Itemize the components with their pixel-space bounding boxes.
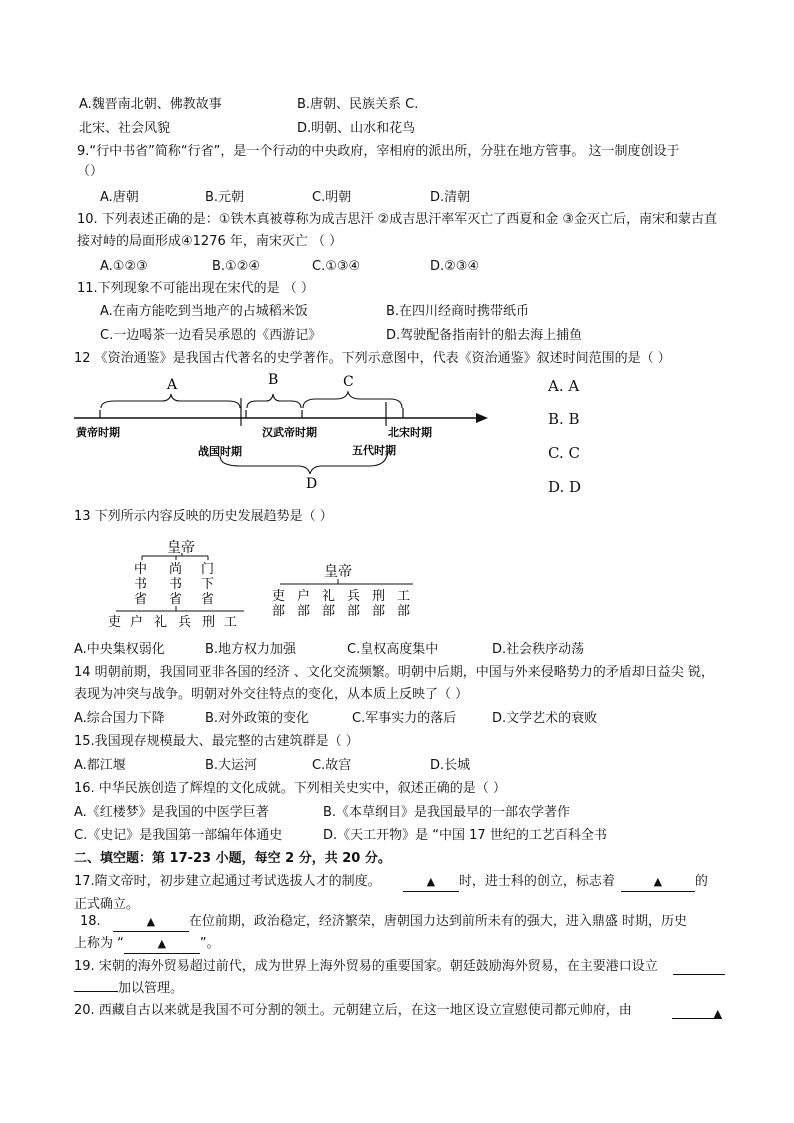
q12-option-d: D. D <box>548 478 582 496</box>
brace-label-c: C <box>343 374 354 390</box>
chart1-col3-r1: 门 <box>201 562 215 577</box>
q13-stem: 13 下列所示内容反映的历史发展趋势是（ ） <box>74 509 333 524</box>
q14-option-c: C.军事实力的落后 <box>352 711 457 726</box>
chart2-col6-r2: 部 <box>397 604 411 619</box>
q11-option-a: A.在南方能吃到当地产的占城稻米饭 <box>100 304 308 319</box>
q17-answer-mark-2: ▲ <box>653 875 663 888</box>
chart2-col4-r1: 兵 <box>347 589 361 604</box>
chart1-bottom-4: 兵 <box>178 615 192 630</box>
q13-option-b: B.地方权力加强 <box>205 642 297 657</box>
q18-blank-2[interactable] <box>124 935 200 954</box>
q9-paren: （） <box>77 164 104 179</box>
q18-line2 <box>74 935 220 954</box>
chart1-bottom-1: 吏 <box>108 615 122 630</box>
q10-option-b: B.①②④ <box>212 259 261 274</box>
q17-mid: 时，进士科的创立，标志着 <box>458 874 615 889</box>
q18-number: 18. <box>80 914 101 929</box>
q14-stem-line2: 表现为冲突与战争。明朝对外交往特点的变化，从本质上反映了（ ） <box>74 687 469 702</box>
era-hanwudi: 汉武帝时期 <box>262 426 317 439</box>
q17-tail: 的 <box>694 874 708 889</box>
chart2-col1-r2: 部 <box>272 604 286 619</box>
chart2-col3-r1: 礼 <box>322 589 336 604</box>
q15-option-d: D.长城 <box>430 758 471 773</box>
chart1-col2-r2: 书 <box>169 577 183 592</box>
q10-option-c: C.①③④ <box>312 259 361 274</box>
q14-option-b: B.对外政策的变化 <box>205 711 310 726</box>
three-departments-chart <box>104 538 254 630</box>
chart2-col6-r1: 工 <box>397 589 411 604</box>
era-huangdi: 黄帝时期 <box>76 426 120 439</box>
chart1-col1-r3: 省 <box>134 592 148 607</box>
q8-option-c: 北宋、社会风貌 <box>79 121 171 136</box>
q8-option-d: D.明朝、山水和花鸟 <box>297 121 416 136</box>
q17-stem: 17.隋文帝时，初步建立起通过考试选拔人才的制度。 <box>74 874 381 889</box>
chart1-col2-r1: 尚 <box>169 562 183 577</box>
q11-option-c: C.一边喝茶一边看吴承恩的《西游记》 <box>100 328 322 343</box>
chart1-bottom-2: 户 <box>130 615 144 630</box>
q20-blank[interactable] <box>672 1002 722 1019</box>
q15-option-c: C.故宫 <box>312 758 352 773</box>
q19-blank[interactable] <box>673 958 725 975</box>
q15-option-a: A.都江堰 <box>74 758 126 773</box>
q13-option-a: A.中央集权弱化 <box>74 642 165 657</box>
q9-option-c: C.明朝 <box>312 190 352 205</box>
q15-option-b: B.大运河 <box>205 758 258 773</box>
q13-option-d: D.社会秩序动荡 <box>492 642 585 657</box>
q10-option-d: D.②③④ <box>430 259 480 274</box>
era-beisong: 北宋时期 <box>388 426 432 439</box>
q12-option-b: B. B <box>548 410 580 428</box>
chart2-col5-r2: 部 <box>372 604 386 619</box>
q17-blank-1[interactable] <box>403 873 459 892</box>
chart1-bottom-3: 礼 <box>154 615 168 630</box>
q10-stem-line2: 接对峙的局面形成④1276 年，南宋灭亡 （ ） <box>77 234 343 249</box>
q12-stem: 12 《资治通鉴》是我国古代著名的史学著作。下列示意图中，代表《资治通鉴》叙述时间范围的是（ ） <box>74 351 671 366</box>
chart1-bottom-5: 刑 <box>202 615 216 630</box>
q16-option-c: C.《史记》是我国第一部编年体通史 <box>74 828 283 843</box>
q9-option-a: A.唐朝 <box>100 190 139 205</box>
era-wudai: 五代时期 <box>352 444 396 457</box>
q18-rest: 在位前期，政治稳定，经济繁荣，唐朝国力达到前所未有的强大，进入鼎盛 时期，历史 <box>188 914 687 929</box>
chart2-col5-r1: 刑 <box>372 589 386 604</box>
q18-line1 <box>80 913 687 932</box>
q9-option-b: B.元朝 <box>205 190 245 205</box>
q19-blank-2[interactable] <box>74 991 118 992</box>
q18-answer-mark-2: ▲ <box>157 937 167 950</box>
q16-option-a: A.《红楼梦》是我国的中医学巨著 <box>74 805 269 820</box>
q11-option-d: D.驾驶配备指南针的船去海上捕鱼 <box>386 328 583 343</box>
timeline-diagram <box>70 368 500 496</box>
q17-answer-mark-1: ▲ <box>426 875 436 888</box>
chart2-col2-r1: 户 <box>297 589 311 604</box>
q16-option-d: D.《天工开物》是 “中国 17 世纪的工艺百科全书 <box>323 828 607 843</box>
q16-stem: 16. 中华民族创造了辉煌的文化成就。下列相关史实中，叙述正确的是（ ） <box>74 781 506 796</box>
brace-label-a: A <box>167 377 178 393</box>
q12-option-a: A. A <box>548 377 580 395</box>
q20-stem: 20. 西藏自古以来就是我国不可分割的领土。元朝建立后，在这一地区设立宣慰使司都元帅府，由 <box>74 1003 632 1018</box>
chart2-col1-r1: 吏 <box>272 589 286 604</box>
era-zhanguo: 战国时期 <box>198 445 242 458</box>
q14-option-a: A.综合国力下降 <box>74 711 165 726</box>
chart2-emperor: 皇帝 <box>324 564 352 580</box>
chart1-col1-r2: 书 <box>134 577 148 592</box>
q19-line2: 加以管理。 <box>118 981 184 996</box>
q19-stem: 19. 宋朝的海外贸易超过前代，成为世界上海外贸易的重要国家。朝廷鼓励海外贸易，在主要港口设立 <box>74 959 658 974</box>
q17-blank-2[interactable] <box>621 873 695 892</box>
q19-line2-wrap <box>74 980 183 998</box>
q11-option-b: B.在四川经商时携带纸币 <box>386 304 530 319</box>
section-heading-fill-in: 二、填空题：第 17-23 小题，每空 2 分，共 20 分。 <box>74 851 391 866</box>
q8-option-a: A.魏晋南北朝、佛教故事 <box>79 97 222 112</box>
q18-answer-mark-1: ▲ <box>146 915 156 928</box>
q13-option-c: C.皇权高度集中 <box>347 642 439 657</box>
q14-option-d: D.文学艺术的衰败 <box>492 711 598 726</box>
q14-stem-line1: 14 明朝前期，我国同亚非各国的经济 、文化交流频繁。明朝中后期，中国与外来侵略势力的矛盾却日益尖 锐， <box>74 665 714 680</box>
q10-option-a: A.①②③ <box>100 259 148 274</box>
chart1-emperor: 皇帝 <box>167 540 195 556</box>
q11-stem: 11.下列现象不可能出现在宋代的是 （ ） <box>77 281 314 296</box>
chart2-col4-r2: 部 <box>347 604 361 619</box>
brace-label-d: D <box>306 476 318 492</box>
chart2-col3-r2: 部 <box>322 604 336 619</box>
chart1-col1-r1: 中 <box>134 562 148 577</box>
brace-label-b: B <box>268 372 279 388</box>
q10-stem-line1: 10. 下列表述正确的是：①铁木真被尊称为成吉思汗 ②成吉思汗率军灭亡了西夏和金 ③金灭亡后，南宋和蒙古直 <box>77 212 718 227</box>
q9-stem: 9.“行中书省”简称“行省”，是一个行动的中央政府，宰相府的派出所，分驻在地方管事。 这一制度创设于 <box>77 144 680 159</box>
q9-option-d: D.清朝 <box>430 190 471 205</box>
chart2-col2-r2: 部 <box>297 604 311 619</box>
chart1-bottom-6: 工 <box>224 615 238 630</box>
q18-blank-1[interactable] <box>113 913 189 932</box>
chart1-col3-r3: 省 <box>201 592 215 607</box>
chart1-col2-r3: 省 <box>169 592 183 607</box>
q18-line2-pre: 上称为 “ <box>74 936 124 951</box>
q17-line1 <box>74 873 708 892</box>
q15-stem: 15.我国现存规模最大、最完整的古建筑群是（ ） <box>74 734 359 749</box>
q20-answer-mark: ▲ <box>713 1007 722 1020</box>
q12-option-c: C. C <box>548 444 580 462</box>
q16-option-b: B.《本草纲目》是我国最早的一部农学著作 <box>323 805 571 820</box>
chart1-col3-r2: 下 <box>201 577 215 592</box>
q18-line2-post: ”。 <box>199 936 220 951</box>
q8-option-b: B.唐朝、民族关系 C. <box>297 97 419 112</box>
six-ministries-chart <box>268 560 428 620</box>
q17-line2: 正式确立。 <box>74 897 140 912</box>
